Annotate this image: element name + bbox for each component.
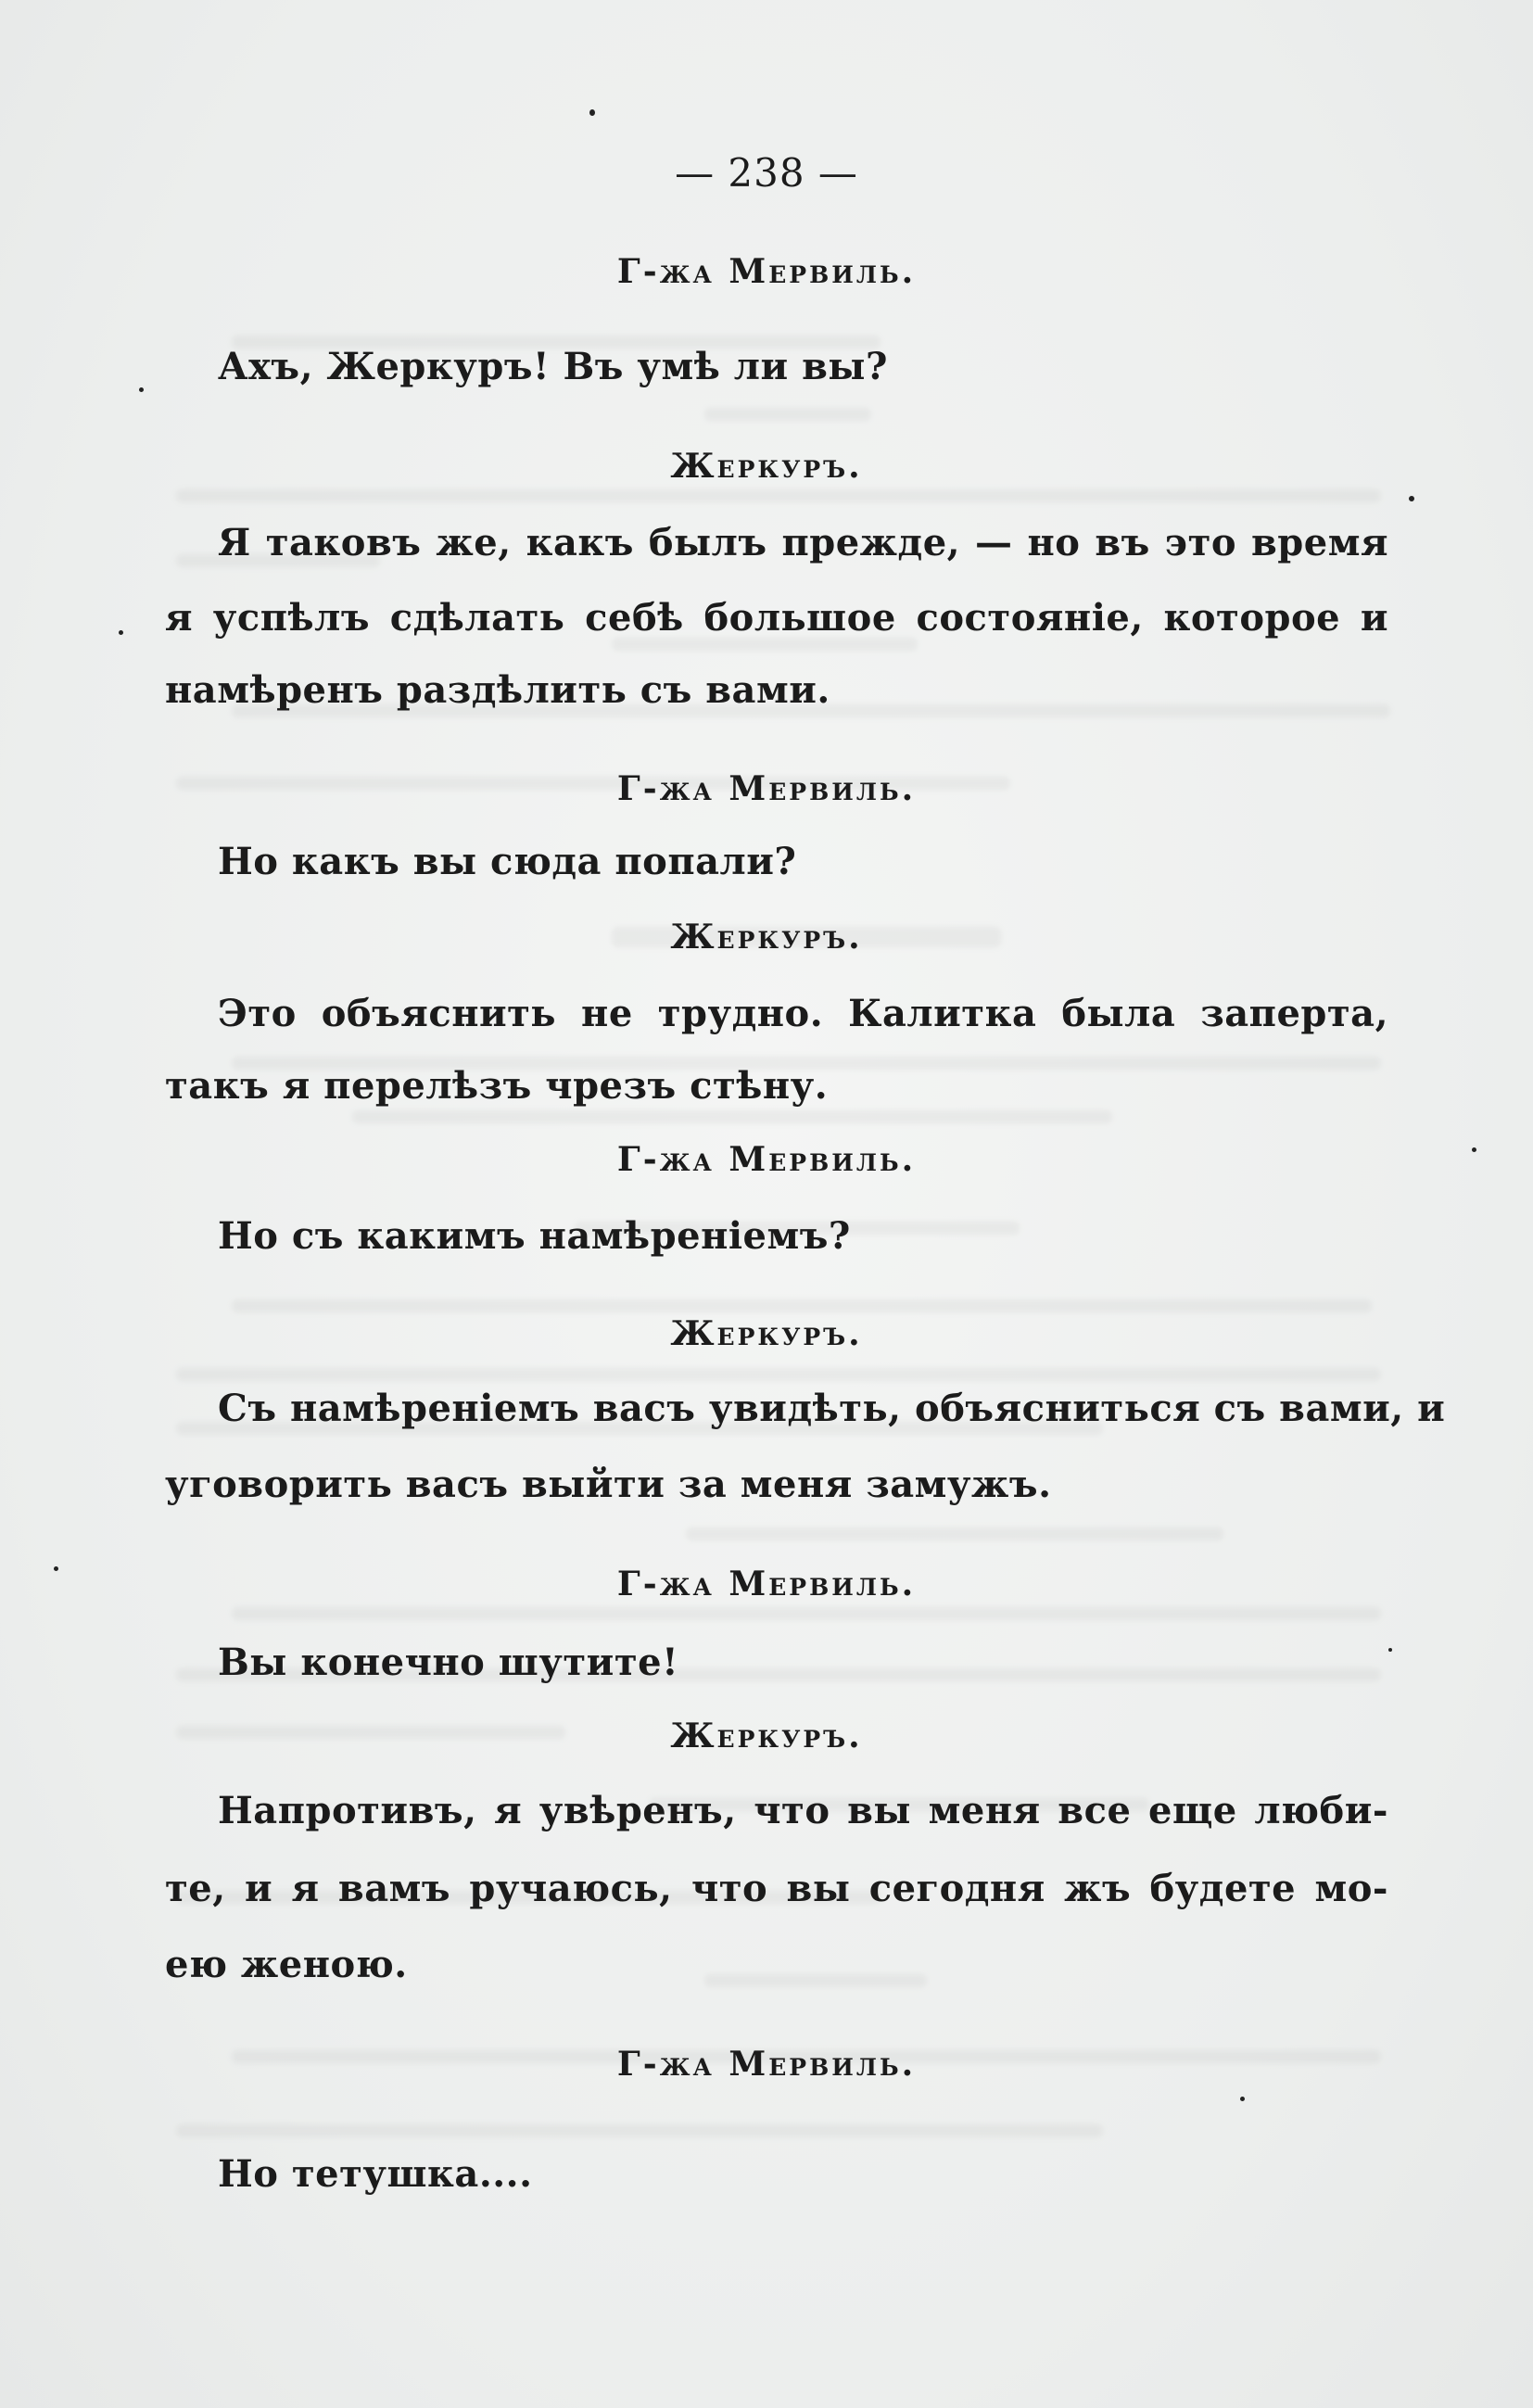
dialogue-line: Но какъ вы сюда попали? (218, 840, 797, 883)
dialogue-line: Напротивъ, я увѣренъ, что вы меня все еще люби- (218, 1789, 1388, 1832)
page-number: — 238 — (675, 150, 858, 196)
speaker-heading: Г-жа Мервиль. (616, 1565, 917, 1603)
dialogue-line: я успѣлъ сдѣлать себѣ большое состояніе, которое и (165, 596, 1388, 640)
ink-speck (589, 109, 595, 116)
dialogue-line: ею женою. (165, 1943, 408, 1986)
dialogue-line: намѣренъ раздѣлить съ вами. (165, 668, 830, 712)
dialogue-line: Ахъ, Жеркуръ! Въ умѣ ли вы? (218, 345, 888, 388)
dialogue-line: Я таковъ же, какъ былъ прежде, — но въ это время (218, 521, 1388, 564)
speaker-heading: Жеркуръ. (670, 447, 863, 486)
dialogue-line: Но тетушка.... (218, 2152, 533, 2196)
ink-speck (139, 387, 144, 392)
dialogue-line: такъ я перелѣзъ чрезъ стѣну. (165, 1064, 829, 1108)
dialogue-line: уговорить васъ выйти за меня замужъ. (165, 1463, 1052, 1506)
ink-speck (119, 630, 123, 635)
ink-speck (1240, 2097, 1245, 2101)
speaker-heading: Жеркуръ. (670, 918, 863, 957)
dialogue-line: Вы конечно шутите! (218, 1641, 679, 1684)
dialogue-line: Съ намѣреніемъ васъ увидѣть, объясниться съ вами, и (218, 1387, 1446, 1430)
dialogue-line: Но съ какимъ намѣреніемъ? (218, 1214, 851, 1258)
speaker-heading: Г-жа Мервиль. (616, 252, 917, 291)
speaker-heading: Жеркуръ. (670, 1314, 863, 1353)
speaker-heading: Г-жа Мервиль. (616, 2045, 917, 2084)
speaker-heading: Г-жа Мервиль. (616, 769, 917, 808)
speaker-heading: Жеркуръ. (670, 1717, 863, 1755)
dialogue-line: Это объяснить не трудно. Калитка была заперта, (218, 992, 1388, 1035)
dialogue-line: те, и я вамъ ручаюсь, что вы сегодня жъ будете мо- (165, 1867, 1388, 1910)
ink-speck (1409, 496, 1414, 501)
ink-speck (1388, 1648, 1392, 1652)
speaker-heading: Г-жа Мервиль. (616, 1140, 917, 1179)
